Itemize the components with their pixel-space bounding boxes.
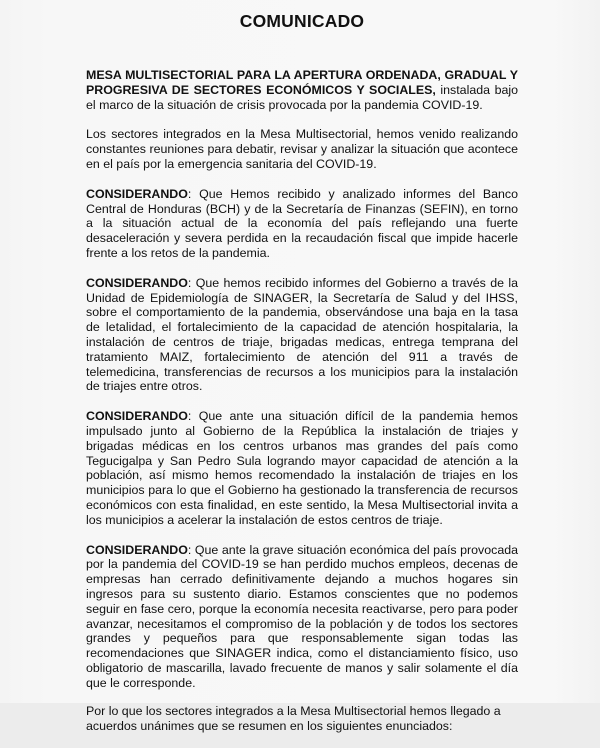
paragraph-considerando-3 <box>86 409 518 527</box>
considerando-3-text: : Que ante una situación difícil de la pandemia hemos impulsado junto al Gobierno de la República la instalación de triajes y brigadas médicas en los centros urbanos mas grandes del país como Tegucigalpa y San Pedro Sula logrando mayor capacidad de atención a la población, así mismo hemos recomendado la instalación de triajes en los municipios para lo que el Gobierno ha gestionado la transferencia de recursos económicos con esta finalidad, en este sentido, la Mesa Multisectorial invita a los municipios a acelerar la instalación de estos centros de triaje. <box>86 409 518 527</box>
paragraph-sectors <box>86 127 518 171</box>
paragraph-considerando-2 <box>86 276 518 394</box>
considerando-4-lead: CONSIDERANDO <box>86 542 188 557</box>
considerando-4-text: : Que ante la grave situación económica del país provocada por la pandemia del COVID-19 se han perdido muchos empleos, decenas de empresas han cerrado definitivamente dejando a muchos hogares sin ingresos para su sustento diario. Estamos conscientes que no podemos seguir en fase cero, porque la economía necesita reactivarse, pero para poder avanzar, necesitamos el compromiso de la población y de todos los sectores grandes y pequeños para que responsablemente sigan todas las recomendaciones que SINAGER indica, como el distanciamiento físico, uso obligatorio de mascarilla, lavado frecuente de manos y salir solamente el día que le corresponde. <box>86 542 518 690</box>
paragraph-considerando-4 <box>86 543 518 691</box>
considerando-1-lead: CONSIDERANDO <box>86 186 188 201</box>
sectors-text: Los sectores integrados en la Mesa Multisectorial, hemos venido realizando constantes reuniones para debatir, revisar y analizar la situación que acontece en el país por la emergencia sanitaria del COVID-19. <box>86 127 518 171</box>
intro-lead: MESA MULTISECTORIAL PARA LA APERTURA ORDENADA, GRADUAL Y PROGRESIVA DE SECTORES ECONÓMICOS Y SOCIALES, <box>86 68 518 97</box>
document-title: COMUNICADO <box>239 11 365 31</box>
paragraph-conclusion <box>86 704 518 734</box>
intro-text: instalada bajo el marco de la situación de crisis provocada por la pandemia COVID-19. <box>86 82 518 112</box>
considerando-2-text: : Que hemos recibido informes del Gobierno a través de la Unidad de Epidemiología de SINAGER, la Secretaría de Salud y del IHSS, sobre el comportamiento de la pandemia, observándose una baja en la tasa de letalidad, el fortalecimiento de la capacidad de atención hospitalaria, la instalación de centros de triaje, brigadas medicas, entrega temprana del tratamiento MAIZ, fortalecimiento de atención del 911 a través de telemedicina, transferencias de recursos a los municipios para la instalación de triajes entre otros. <box>86 275 518 394</box>
considerando-2-lead: CONSIDERANDO <box>86 275 188 290</box>
document-content <box>86 10 518 748</box>
considerando-1-text: : Que Hemos recibido y analizado informes del Banco Central de Honduras (BCH) y de la Secretaría de Finanzas (SEFIN), en torno a la situación actual de la economía del país reflejando una fuerte desaceleración y severa perdida en la recaudación fiscal que impide hacerle frente a los retos de la pandemia. <box>86 186 518 260</box>
considerando-3-lead: CONSIDERANDO <box>86 409 188 424</box>
conclusion-text: Por lo que los sectores integrados a la Mesa Multisectorial hemos llegado a acuerdos unánimes que se resumen en los siguientes enunciados: <box>86 704 501 734</box>
paragraph-intro <box>86 68 518 112</box>
paragraph-considerando-1 <box>86 187 518 261</box>
